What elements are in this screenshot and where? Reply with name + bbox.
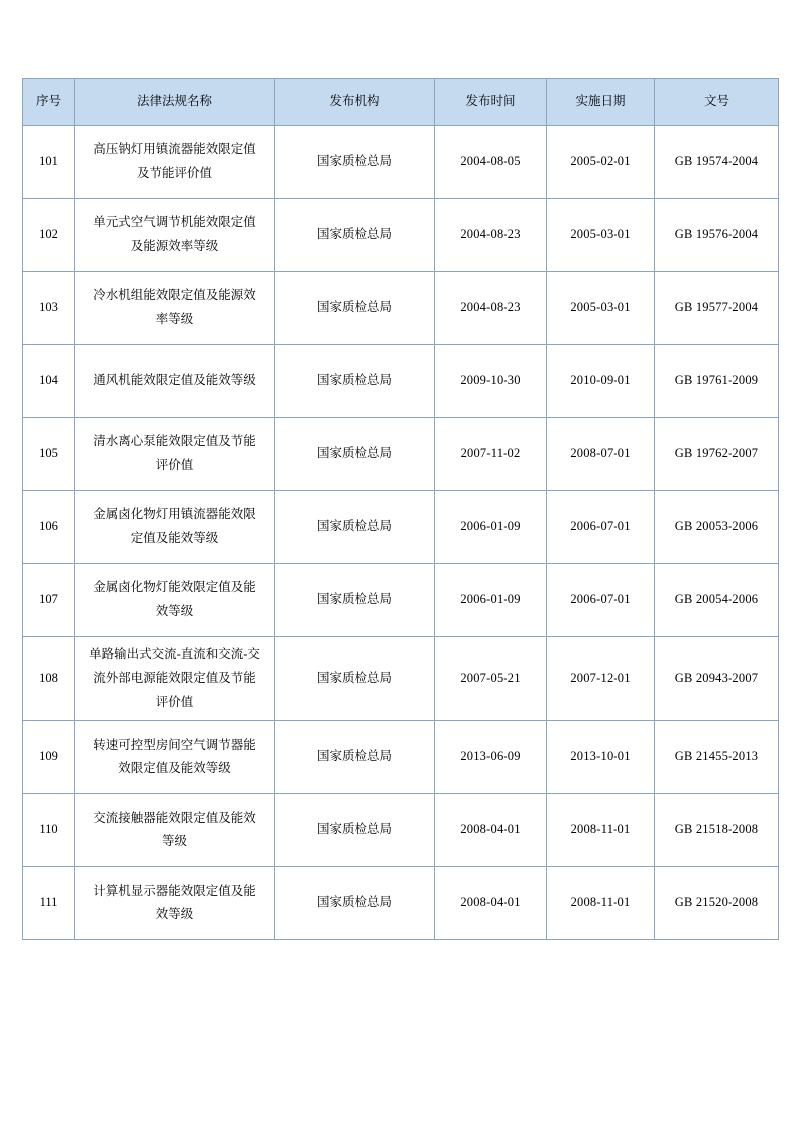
table-body — [23, 126, 779, 940]
cell-impl-date: 2005-02-01 — [547, 126, 655, 199]
cell-no: 110 — [23, 794, 75, 867]
cell-impl-date: 2006-07-01 — [547, 564, 655, 637]
column-header-org: 发布机构 — [275, 79, 435, 126]
cell-name: 清水离心泵能效限定值及节能评价值 — [75, 418, 275, 491]
cell-doc-no: GB 20053-2006 — [655, 491, 779, 564]
cell-no: 102 — [23, 199, 75, 272]
cell-name: 交流接触器能效限定值及能效等级 — [75, 794, 275, 867]
cell-pub-date: 2004-08-05 — [435, 126, 547, 199]
table-row — [23, 418, 779, 491]
cell-impl-date: 2005-03-01 — [547, 199, 655, 272]
cell-name: 转速可控型房间空气调节器能效限定值及能效等级 — [75, 721, 275, 794]
cell-name: 高压钠灯用镇流器能效限定值及节能评价值 — [75, 126, 275, 199]
cell-doc-no: GB 21455-2013 — [655, 721, 779, 794]
cell-doc-no: GB 20943-2007 — [655, 637, 779, 721]
cell-org: 国家质检总局 — [275, 721, 435, 794]
table-row — [23, 867, 779, 940]
cell-doc-no: GB 21520-2008 — [655, 867, 779, 940]
cell-name: 通风机能效限定值及能效等级 — [75, 345, 275, 418]
cell-impl-date: 2006-07-01 — [547, 491, 655, 564]
cell-org: 国家质检总局 — [275, 199, 435, 272]
cell-name: 金属卤化物灯能效限定值及能效等级 — [75, 564, 275, 637]
cell-no: 101 — [23, 126, 75, 199]
cell-doc-no: GB 19577-2004 — [655, 272, 779, 345]
cell-pub-date: 2006-01-09 — [435, 564, 547, 637]
cell-no: 103 — [23, 272, 75, 345]
cell-pub-date: 2004-08-23 — [435, 199, 547, 272]
table-row — [23, 491, 779, 564]
cell-no: 105 — [23, 418, 75, 491]
cell-org: 国家质检总局 — [275, 794, 435, 867]
column-header-name: 法律法规名称 — [75, 79, 275, 126]
cell-name: 单元式空气调节机能效限定值及能源效率等级 — [75, 199, 275, 272]
table-row — [23, 564, 779, 637]
column-header-no: 序号 — [23, 79, 75, 126]
cell-no: 109 — [23, 721, 75, 794]
cell-doc-no: GB 19574-2004 — [655, 126, 779, 199]
table-row — [23, 794, 779, 867]
cell-org: 国家质检总局 — [275, 491, 435, 564]
cell-pub-date: 2009-10-30 — [435, 345, 547, 418]
cell-doc-no: GB 21518-2008 — [655, 794, 779, 867]
cell-org: 国家质检总局 — [275, 272, 435, 345]
cell-org: 国家质检总局 — [275, 564, 435, 637]
cell-no: 108 — [23, 637, 75, 721]
cell-no: 107 — [23, 564, 75, 637]
column-header-impl-date: 实施日期 — [547, 79, 655, 126]
cell-pub-date: 2013-06-09 — [435, 721, 547, 794]
cell-no: 106 — [23, 491, 75, 564]
cell-pub-date: 2007-05-21 — [435, 637, 547, 721]
cell-doc-no: GB 19576-2004 — [655, 199, 779, 272]
column-header-pub-date: 发布时间 — [435, 79, 547, 126]
cell-impl-date: 2005-03-01 — [547, 272, 655, 345]
cell-name: 冷水机组能效限定值及能源效率等级 — [75, 272, 275, 345]
cell-doc-no: GB 20054-2006 — [655, 564, 779, 637]
cell-org: 国家质检总局 — [275, 126, 435, 199]
cell-pub-date: 2008-04-01 — [435, 867, 547, 940]
cell-doc-no: GB 19762-2007 — [655, 418, 779, 491]
cell-org: 国家质检总局 — [275, 345, 435, 418]
table-row — [23, 199, 779, 272]
cell-org: 国家质检总局 — [275, 867, 435, 940]
cell-pub-date: 2004-08-23 — [435, 272, 547, 345]
cell-impl-date: 2007-12-01 — [547, 637, 655, 721]
cell-impl-date: 2010-09-01 — [547, 345, 655, 418]
table-header-row — [23, 79, 779, 126]
column-header-doc-no: 文号 — [655, 79, 779, 126]
table-row — [23, 345, 779, 418]
table-row — [23, 126, 779, 199]
cell-pub-date: 2007-11-02 — [435, 418, 547, 491]
cell-org: 国家质检总局 — [275, 637, 435, 721]
cell-impl-date: 2013-10-01 — [547, 721, 655, 794]
regulations-table — [22, 78, 779, 940]
table-row — [23, 637, 779, 721]
cell-impl-date: 2008-11-01 — [547, 867, 655, 940]
cell-doc-no: GB 19761-2009 — [655, 345, 779, 418]
cell-pub-date: 2006-01-09 — [435, 491, 547, 564]
cell-name: 计算机显示器能效限定值及能效等级 — [75, 867, 275, 940]
cell-org: 国家质检总局 — [275, 418, 435, 491]
cell-no: 111 — [23, 867, 75, 940]
cell-impl-date: 2008-11-01 — [547, 794, 655, 867]
table-header — [23, 79, 779, 126]
cell-name: 单路输出式交流-直流和交流-交流外部电源能效限定值及节能评价值 — [75, 637, 275, 721]
cell-name: 金属卤化物灯用镇流器能效限定值及能效等级 — [75, 491, 275, 564]
table-row — [23, 721, 779, 794]
cell-no: 104 — [23, 345, 75, 418]
table-row — [23, 272, 779, 345]
cell-impl-date: 2008-07-01 — [547, 418, 655, 491]
cell-pub-date: 2008-04-01 — [435, 794, 547, 867]
